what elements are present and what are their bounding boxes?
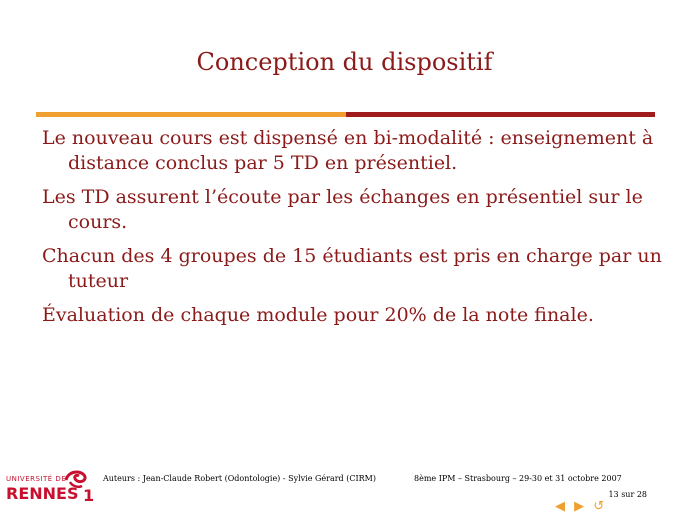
title-divider-right: [346, 112, 655, 117]
logo-university-label: UNIVERSITÉ DE: [6, 475, 67, 483]
refresh-icon[interactable]: ↺: [593, 499, 605, 514]
bullet-item-3: Chacun des 4 groupes de 15 étudiants est pris en charge par un tuteur: [42, 245, 662, 292]
bullet-list: [42, 126, 662, 337]
arrow-right-icon[interactable]: ▶: [574, 499, 585, 514]
footer-authors: Auteurs : Jean-Claude Robert (Odontologie) - Sylvie Gérard (CIRM): [103, 474, 376, 483]
title-divider-left: [36, 112, 346, 117]
bullet-item-4: Évaluation de chaque module pour 20% de la note finale.: [42, 304, 594, 326]
university-logo: [6, 468, 95, 505]
bullet-item-2: Les TD assurent l’écoute par les échanges en présentiel sur le cours.: [42, 186, 643, 233]
page-number: 13 sur 28: [608, 490, 647, 499]
arrow-left-icon[interactable]: ◀: [555, 499, 565, 514]
bullet-item-1: Le nouveau cours est dispensé en bi-modalité : enseignement à distance conclus par 5 TD en présentiel.: [42, 127, 654, 174]
slide-navigation: [555, 495, 608, 514]
logo-digit: 1: [83, 486, 95, 505]
logo-city-label: RENNES: [6, 484, 79, 503]
logo-ermine-icon: [62, 468, 95, 505]
footer-event: 8ème IPM – Strasbourg – 29-30 et 31 octobre 2007: [414, 474, 622, 483]
slide-title: Conception du dispositif: [196, 48, 493, 76]
